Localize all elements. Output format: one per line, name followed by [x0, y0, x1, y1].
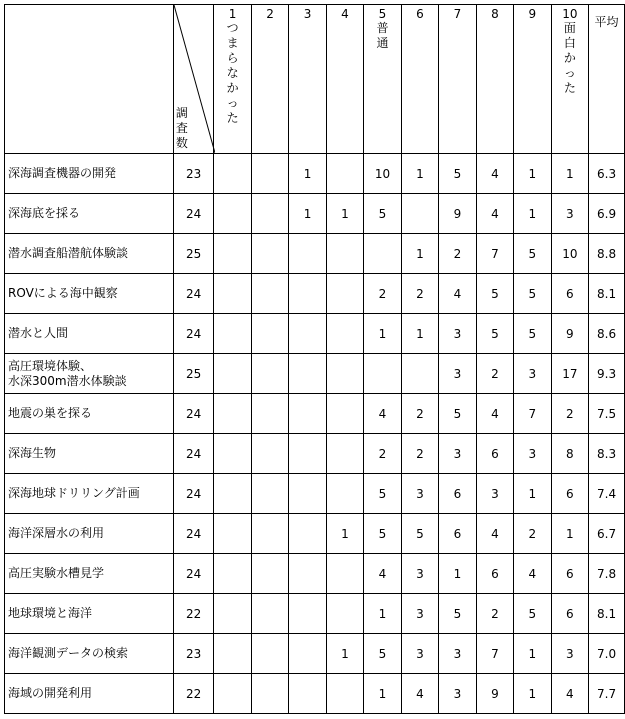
average-header-label: 平均	[594, 15, 619, 29]
score-count-cell: 1	[289, 194, 326, 234]
score-header-cell	[551, 5, 589, 154]
score-count-cell	[251, 594, 288, 634]
score-count-cell: 8	[551, 434, 589, 474]
score-count-cell: 3	[439, 634, 476, 674]
score-count-cell: 4	[476, 394, 513, 434]
table-row	[5, 554, 625, 594]
survey-count-cell: 24	[173, 314, 213, 354]
score-header-number: 7	[453, 7, 462, 21]
survey-count-cell: 24	[173, 434, 213, 474]
score-count-cell: 3	[401, 634, 438, 674]
score-count-cell	[326, 154, 363, 194]
score-count-cell: 2	[401, 274, 438, 314]
score-header-label: 面白かった	[563, 21, 576, 95]
score-count-cell: 4	[364, 394, 402, 434]
score-count-cell: 3	[476, 474, 513, 514]
score-count-cell: 3	[401, 554, 438, 594]
score-count-cell	[326, 674, 363, 714]
score-count-cell: 1	[514, 674, 551, 714]
score-count-cell	[214, 554, 251, 594]
score-count-cell: 5	[439, 594, 476, 634]
score-count-cell: 10	[364, 154, 402, 194]
average-cell: 7.8	[589, 554, 625, 594]
score-count-cell: 1	[514, 634, 551, 674]
table-row	[5, 394, 625, 434]
survey-count-cell: 24	[173, 394, 213, 434]
lecture-name-cell: 深海生物	[5, 434, 174, 474]
score-count-cell	[326, 434, 363, 474]
score-count-cell: 5	[476, 314, 513, 354]
score-count-cell	[289, 514, 326, 554]
score-count-cell: 3	[551, 634, 589, 674]
score-count-cell	[251, 674, 288, 714]
average-cell: 8.8	[589, 234, 625, 274]
score-count-cell: 7	[514, 394, 551, 434]
table-row	[5, 674, 625, 714]
score-count-cell: 1	[289, 154, 326, 194]
score-count-cell: 7	[476, 634, 513, 674]
score-count-cell: 1	[439, 554, 476, 594]
score-count-cell: 2	[514, 514, 551, 554]
score-count-cell	[289, 314, 326, 354]
lecture-name-cell: ROVによる海中観察	[5, 274, 174, 314]
score-count-cell: 2	[364, 274, 402, 314]
score-count-cell: 6	[551, 274, 589, 314]
score-count-cell: 1	[551, 514, 589, 554]
table-row	[5, 634, 625, 674]
score-count-cell	[251, 434, 288, 474]
score-count-cell: 5	[514, 594, 551, 634]
score-count-cell: 5	[514, 314, 551, 354]
score-count-cell: 3	[439, 674, 476, 714]
score-count-cell: 6	[551, 474, 589, 514]
score-header-label: 普通	[376, 21, 389, 50]
score-count-cell	[326, 594, 363, 634]
average-cell: 7.0	[589, 634, 625, 674]
score-count-cell	[214, 474, 251, 514]
average-cell: 6.3	[589, 154, 625, 194]
score-header-cell	[364, 5, 402, 154]
score-count-cell	[214, 514, 251, 554]
score-count-cell: 4	[439, 274, 476, 314]
header-row	[5, 5, 625, 154]
survey-count-cell: 22	[173, 674, 213, 714]
score-count-cell	[214, 234, 251, 274]
empty-corner-cell	[5, 5, 174, 154]
lecture-name-cell: 地震の巣を探る	[5, 394, 174, 434]
score-count-cell	[214, 394, 251, 434]
table-row	[5, 514, 625, 554]
score-count-cell: 5	[439, 154, 476, 194]
score-count-cell: 4	[551, 674, 589, 714]
score-count-cell: 10	[551, 234, 589, 274]
score-count-cell: 4	[476, 154, 513, 194]
score-count-cell	[214, 354, 251, 394]
score-count-cell	[401, 194, 438, 234]
score-count-cell	[214, 314, 251, 354]
score-count-cell: 6	[551, 594, 589, 634]
score-count-cell	[214, 634, 251, 674]
average-cell: 8.3	[589, 434, 625, 474]
score-count-cell: 4	[364, 554, 402, 594]
score-count-cell	[251, 394, 288, 434]
lecture-name-cell: 深海調査機器の開発	[5, 154, 174, 194]
score-header-number: 1	[228, 7, 237, 21]
lecture-name-cell: 地球環境と海洋	[5, 594, 174, 634]
average-cell: 8.1	[589, 594, 625, 634]
score-count-cell: 1	[401, 234, 438, 274]
score-count-cell	[289, 274, 326, 314]
score-count-cell: 6	[439, 474, 476, 514]
average-cell: 7.4	[589, 474, 625, 514]
score-count-cell	[289, 554, 326, 594]
count-header-label: 調査数	[175, 106, 188, 150]
average-cell: 8.1	[589, 274, 625, 314]
average-header-cell	[589, 5, 625, 154]
score-count-cell	[364, 234, 402, 274]
score-count-cell: 3	[439, 314, 476, 354]
lecture-name-cell: 潜水と人間	[5, 314, 174, 354]
score-count-cell: 2	[476, 354, 513, 394]
score-count-cell: 3	[439, 434, 476, 474]
score-count-cell	[326, 354, 363, 394]
score-count-cell	[251, 314, 288, 354]
average-cell: 7.5	[589, 394, 625, 434]
lecture-name-cell: 深海地球ドリリング計画	[5, 474, 174, 514]
survey-table-container	[4, 4, 625, 714]
score-count-cell: 5	[364, 194, 402, 234]
score-count-cell: 2	[401, 434, 438, 474]
lecture-name-cell: 潜水調査船潜航体験談	[5, 234, 174, 274]
score-count-cell: 17	[551, 354, 589, 394]
score-count-cell: 9	[439, 194, 476, 234]
score-count-cell	[214, 194, 251, 234]
score-count-cell: 2	[439, 234, 476, 274]
score-count-cell	[214, 674, 251, 714]
lecture-name-cell: 高圧実験水槽見学	[5, 554, 174, 594]
score-count-cell	[326, 554, 363, 594]
score-count-cell: 9	[476, 674, 513, 714]
lecture-name-cell: 海洋深層水の利用	[5, 514, 174, 554]
score-count-cell	[251, 354, 288, 394]
score-count-cell	[251, 194, 288, 234]
survey-count-cell: 24	[173, 474, 213, 514]
score-count-cell: 7	[476, 234, 513, 274]
average-cell: 8.6	[589, 314, 625, 354]
score-header-cell	[514, 5, 551, 154]
score-count-cell	[326, 314, 363, 354]
score-count-cell: 1	[326, 194, 363, 234]
score-count-cell: 1	[514, 194, 551, 234]
table-row	[5, 594, 625, 634]
average-cell: 6.7	[589, 514, 625, 554]
score-count-cell	[251, 554, 288, 594]
score-count-cell	[401, 354, 438, 394]
score-count-cell	[289, 474, 326, 514]
score-header-label: つまらなかった	[226, 21, 239, 125]
score-count-cell	[326, 394, 363, 434]
score-count-cell: 6	[551, 554, 589, 594]
score-count-cell	[289, 634, 326, 674]
score-count-cell	[326, 474, 363, 514]
score-count-cell	[289, 234, 326, 274]
survey-count-cell: 24	[173, 194, 213, 234]
score-count-cell	[326, 274, 363, 314]
survey-count-cell: 24	[173, 274, 213, 314]
score-count-cell	[251, 154, 288, 194]
survey-count-cell: 22	[173, 594, 213, 634]
score-count-cell	[289, 594, 326, 634]
score-count-cell: 1	[514, 474, 551, 514]
score-count-cell	[289, 354, 326, 394]
score-count-cell: 1	[514, 154, 551, 194]
score-count-cell	[364, 354, 402, 394]
score-count-cell: 5	[364, 634, 402, 674]
table-row	[5, 314, 625, 354]
average-cell: 7.7	[589, 674, 625, 714]
score-count-cell	[214, 274, 251, 314]
score-count-cell: 1	[364, 594, 402, 634]
score-count-cell: 3	[551, 194, 589, 234]
score-header-number: 10	[562, 7, 578, 21]
score-count-cell: 1	[401, 154, 438, 194]
score-count-cell: 2	[551, 394, 589, 434]
score-count-cell	[251, 634, 288, 674]
score-count-cell	[289, 394, 326, 434]
score-count-cell: 1	[401, 314, 438, 354]
score-count-cell	[214, 594, 251, 634]
score-count-cell	[251, 474, 288, 514]
score-header-cell	[289, 5, 326, 154]
score-count-cell: 4	[514, 554, 551, 594]
table-body	[5, 154, 625, 714]
score-count-cell: 4	[476, 514, 513, 554]
score-header-cell	[326, 5, 363, 154]
score-count-cell: 5	[476, 274, 513, 314]
score-count-cell: 3	[514, 434, 551, 474]
count-header-cell	[173, 5, 213, 154]
table-row	[5, 154, 625, 194]
survey-count-cell: 24	[173, 514, 213, 554]
survey-count-cell: 23	[173, 634, 213, 674]
survey-count-cell: 25	[173, 354, 213, 394]
score-header-number: 6	[416, 7, 424, 21]
score-count-cell: 3	[439, 354, 476, 394]
score-count-cell: 5	[364, 514, 402, 554]
score-header-number: 5	[378, 7, 387, 21]
score-count-cell	[251, 274, 288, 314]
score-count-cell: 6	[439, 514, 476, 554]
score-count-cell: 5	[439, 394, 476, 434]
score-header-cell	[214, 5, 251, 154]
score-header-cell	[476, 5, 513, 154]
lecture-name-cell: 海洋観測データの検索	[5, 634, 174, 674]
score-header-number: 3	[303, 7, 312, 21]
score-count-cell: 5	[401, 514, 438, 554]
score-count-cell: 3	[401, 594, 438, 634]
score-count-cell: 9	[551, 314, 589, 354]
score-count-cell: 1	[326, 634, 363, 674]
score-count-cell: 1	[364, 314, 402, 354]
survey-count-cell: 25	[173, 234, 213, 274]
score-count-cell: 2	[401, 394, 438, 434]
survey-count-cell: 23	[173, 154, 213, 194]
score-count-cell: 2	[364, 434, 402, 474]
table-row	[5, 274, 625, 314]
score-count-cell: 5	[514, 234, 551, 274]
score-count-cell	[251, 514, 288, 554]
score-header-number: 2	[266, 7, 274, 21]
lecture-name-cell: 高圧環境体験、 水深300m潜水体験談	[5, 354, 174, 394]
survey-count-cell: 24	[173, 554, 213, 594]
score-header-cell	[251, 5, 288, 154]
table-row	[5, 474, 625, 514]
score-count-cell	[289, 674, 326, 714]
score-header-cell	[439, 5, 476, 154]
score-count-cell: 1	[551, 154, 589, 194]
score-count-cell: 6	[476, 434, 513, 474]
score-header-number: 4	[341, 7, 349, 21]
score-count-cell: 2	[476, 594, 513, 634]
score-count-cell	[326, 234, 363, 274]
score-count-cell: 5	[514, 274, 551, 314]
score-count-cell	[214, 154, 251, 194]
table-row	[5, 354, 625, 394]
score-count-cell: 5	[364, 474, 402, 514]
score-header-number: 9	[528, 7, 537, 21]
score-count-cell: 4	[476, 194, 513, 234]
table-row	[5, 194, 625, 234]
score-count-cell: 1	[326, 514, 363, 554]
table-row	[5, 234, 625, 274]
score-count-cell: 3	[514, 354, 551, 394]
score-count-cell: 4	[401, 674, 438, 714]
score-count-cell: 1	[364, 674, 402, 714]
score-count-cell	[251, 234, 288, 274]
score-count-cell: 6	[476, 554, 513, 594]
lecture-name-cell: 深海底を採る	[5, 194, 174, 234]
score-header-number: 8	[491, 7, 499, 21]
score-header-cell	[401, 5, 438, 154]
score-count-cell	[214, 434, 251, 474]
average-cell: 9.3	[589, 354, 625, 394]
score-count-cell: 3	[401, 474, 438, 514]
lecture-name-cell: 海域の開発利用	[5, 674, 174, 714]
score-count-cell	[289, 434, 326, 474]
average-cell: 6.9	[589, 194, 625, 234]
survey-results-table	[4, 4, 625, 714]
table-row	[5, 434, 625, 474]
